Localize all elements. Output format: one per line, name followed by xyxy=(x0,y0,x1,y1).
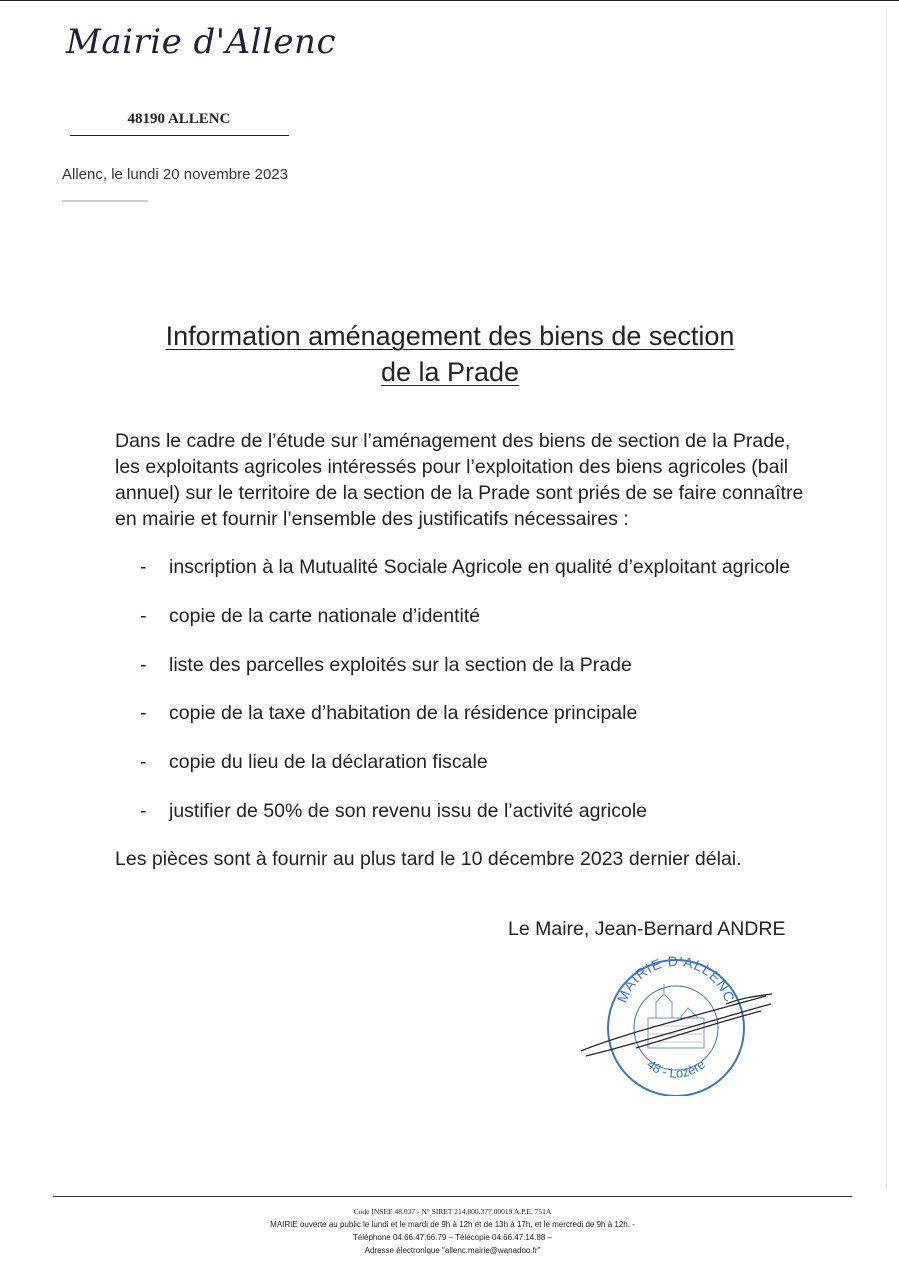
document-title xyxy=(100,318,800,390)
date-underline xyxy=(62,200,148,202)
requirement-text: copie de la carte nationale d’identité xyxy=(169,604,481,627)
deadline-paragraph: Les pièces sont à fournir au plus tard le 10 décembre 2023 dernier délai. xyxy=(115,848,742,870)
requirements-list xyxy=(140,554,880,847)
letterhead-divider xyxy=(70,135,289,136)
list-item xyxy=(140,603,880,652)
stamp-bottom-text: 48 - Lozère xyxy=(644,1056,708,1081)
page-top-border xyxy=(0,0,899,1)
list-item xyxy=(140,700,880,749)
requirement-text: justifier de 50% de son revenu issu de l’activité agricole xyxy=(169,799,648,822)
bullet-dash: - xyxy=(140,556,147,578)
list-item xyxy=(140,652,880,701)
letterhead-postal-code: 48190 ALLENC xyxy=(127,111,231,127)
bullet-dash: - xyxy=(140,751,147,774)
svg-text:48 - Lozère xyxy=(644,1057,708,1081)
date-line: Allenc, le lundi 20 novembre 2023 xyxy=(62,166,288,183)
bullet-dash: - xyxy=(140,702,147,725)
footer-opening-hours: MAIRIE ouverte au public le lundi et le mardi de 9h à 12h et de 13h à 17h, et le mercredi de 9h à 12h. - xyxy=(270,1220,635,1229)
bullet-dash: - xyxy=(140,604,147,627)
document-title-line-2: de la Prade xyxy=(380,357,520,387)
stamp-seal xyxy=(608,956,744,1096)
signature-line: Le Maire, Jean-Bernard ANDRE xyxy=(508,918,786,940)
church-emblem-icon xyxy=(648,984,704,1048)
official-stamp xyxy=(576,956,776,1096)
requirement-text: copie du lieu de la déclaration fiscale xyxy=(169,751,488,774)
svg-text:MAIRIE D'ALLENC xyxy=(614,956,739,1005)
intro-paragraph: Dans le cadre de l’étude sur l’aménagement des biens de section de la Prade, les exploitants agricoles intéressés pour l’exploitation des biens agricoles (bail annuel) sur le territoire de la section de la Prade sont priés de se faire connaître en mairie et fournir l’ensemble des justificatifs nécessaires : xyxy=(115,430,804,530)
stamp-top-text: MAIRIE D'ALLENC xyxy=(613,956,739,1005)
bullet-dash: - xyxy=(140,653,147,676)
footer-registration: Code INSEE 48.037 - N° SIRET 214.800.377.00019 A.P.E. 751A xyxy=(353,1207,552,1216)
requirement-text: liste des parcelles exploités sur la section de la Prade xyxy=(169,653,632,676)
list-item xyxy=(140,554,880,603)
list-item xyxy=(140,749,880,798)
list-item xyxy=(140,798,880,847)
footer-divider xyxy=(53,1196,852,1197)
footer-phone-fax: Téléphone 04.66.47.66.79 – Télécopie 04.66.47.14.88 – xyxy=(352,1233,553,1242)
requirement-text: copie de la taxe d’habitation de la résidence principale xyxy=(169,702,638,725)
bullet-dash: - xyxy=(140,799,147,822)
letterhead-title: Mairie d'Allenc xyxy=(66,22,336,62)
document-title-line-1: Information aménagement des biens de section xyxy=(165,321,735,351)
footer xyxy=(53,1205,852,1255)
requirement-text: inscription à la Mutualité Sociale Agricole en qualité d’exploitant agricole xyxy=(169,556,791,578)
page-right-border xyxy=(886,8,887,1188)
footer-email: Adresse électronique "allenc.mairie@wanadoo.fr" xyxy=(364,1246,541,1255)
